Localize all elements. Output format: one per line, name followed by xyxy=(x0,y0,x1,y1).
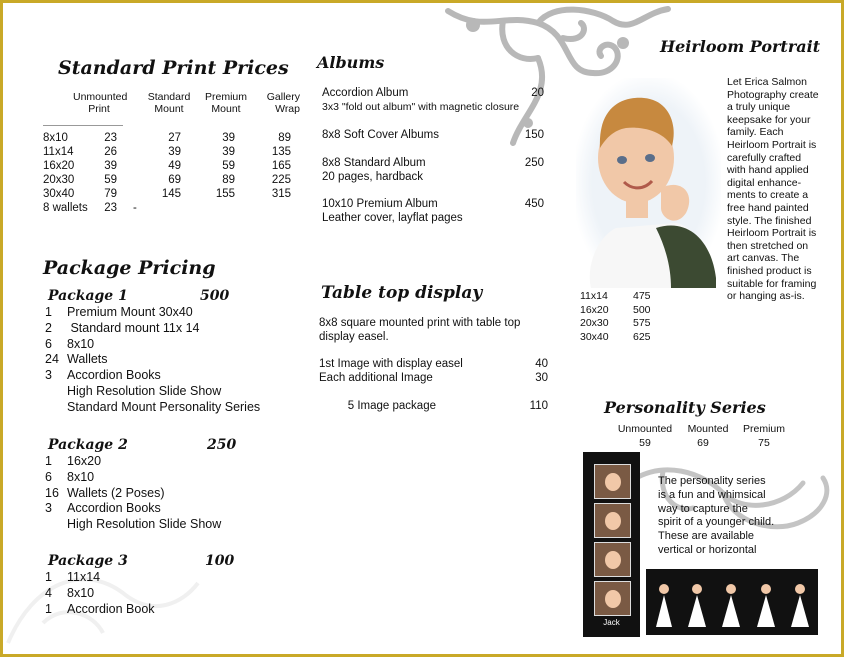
list-item: 24 Wallets xyxy=(45,352,108,367)
table-row: 8 wallets 23 - xyxy=(43,202,137,214)
list-item: 11x14 475 xyxy=(580,290,651,302)
list-item: 16x20 500 xyxy=(580,303,651,316)
heirloom-title: Heirloom Portrait xyxy=(660,37,821,56)
list-item: 16 Wallets (2 Poses) xyxy=(45,485,165,500)
personality-description: The personality series is a fun and whimsical way to capture the spirit of a younger child. These are available vertical or horizontal xyxy=(658,475,775,556)
list-item: 2 Standard mount 11x 14 xyxy=(45,320,200,335)
col-header-gallery: Gallery Wrap xyxy=(266,91,300,115)
list-item: 5 Image package 110 xyxy=(338,400,548,412)
list-item: Standard Mount Personality Series xyxy=(67,399,261,414)
table-row: 11x14 26 39 39 135 xyxy=(43,146,291,158)
list-item: 4 8x10 xyxy=(45,585,95,600)
tabletop-list xyxy=(319,357,548,412)
list-item: 8x8 Soft Cover Albums 150 xyxy=(322,129,544,141)
heirloom-price-list xyxy=(580,290,660,344)
albums-list xyxy=(322,86,544,227)
list-item: 3 Accordion Books xyxy=(45,501,161,516)
personality-header-premium: Premium xyxy=(742,423,785,435)
col-header-premium: Premium Mount xyxy=(204,91,247,115)
col-header-standard: Standard Mount xyxy=(147,91,191,115)
package-1 xyxy=(45,288,305,416)
table-row: 8x10 23 27 39 89 xyxy=(43,132,291,144)
package-price: 500 xyxy=(200,288,230,304)
photo-strip-frame xyxy=(594,542,631,577)
package-items xyxy=(45,454,305,533)
price-sheet-page xyxy=(3,3,841,654)
list-item: High Resolution Slide Show xyxy=(67,383,222,398)
package-pricing-title: Package Pricing xyxy=(43,257,216,279)
col-header-unmounted: Unmounted Print xyxy=(73,91,128,115)
list-item: 30x40 625 xyxy=(580,330,651,343)
dancing-girl-figures xyxy=(646,569,818,635)
horizontal-photo-strip xyxy=(646,569,818,635)
photo-strip-frame xyxy=(594,503,631,538)
table-row: 16x20 39 49 59 165 xyxy=(43,160,291,172)
package-price: 250 xyxy=(207,437,237,453)
list-item: Each additional Image 30 xyxy=(319,372,548,384)
personality-header-unmounted: Unmounted xyxy=(617,423,673,435)
list-item: 1st Image with display easel 40 xyxy=(319,358,548,370)
package-items xyxy=(45,305,305,416)
package-3 xyxy=(45,553,305,617)
photo-strip-frame xyxy=(594,464,631,499)
list-item: 20x30 575 xyxy=(580,317,651,329)
list-item: Accordion Album 3x3 "fold out album" with magnetic closure 20 xyxy=(322,87,544,113)
list-item: 1 16x20 xyxy=(45,454,102,468)
child-portrait-painting xyxy=(576,78,721,288)
list-item: 8x8 Standard Album 20 pages, hardback 250 xyxy=(322,157,544,183)
list-item: 1 11x14 xyxy=(45,570,101,584)
list-item: 6 8x10 xyxy=(45,336,95,351)
package-name: Package 2 xyxy=(48,437,128,453)
table-row: 30x40 79 145 155 315 xyxy=(43,188,291,200)
package-price: 100 xyxy=(205,553,235,569)
albums-title: Albums xyxy=(317,53,385,72)
heirloom-portrait-image xyxy=(576,78,721,288)
list-item: 6 8x10 xyxy=(45,469,95,484)
tabletop-title: Table top display xyxy=(321,283,483,303)
heirloom-description: Let Erica Salmon Photography create a truly unique keepsake for your family. Each Heirloom Portrait is carefully crafted with hand applied digital enhance- ments to create a free hand painted style. The finished Heirloom Portrait is then stretched on art canvas. The finished product is suitable for framing or hanging as-is. xyxy=(727,76,819,303)
list-item: High Resolution Slide Show xyxy=(67,517,222,532)
personality-price-premium: 75 xyxy=(758,437,770,449)
package-name: Package 1 xyxy=(48,288,128,304)
photo-strip-frame xyxy=(594,581,631,616)
list-item: 1 Accordion Book xyxy=(45,601,155,616)
list-item: 10x10 Premium Album Leather cover, layflat pages 450 xyxy=(322,198,544,224)
personality-price-unmounted: 59 xyxy=(639,437,651,449)
personality-title: Personality Series xyxy=(604,398,766,417)
package-items xyxy=(45,570,305,617)
table-row: 20x30 59 69 89 225 xyxy=(43,174,291,186)
personality-header-mounted: Mounted xyxy=(687,423,729,435)
photo-strip xyxy=(583,452,640,637)
standard-price-table xyxy=(43,131,293,215)
table-divider xyxy=(43,125,123,126)
list-item: 1 Premium Mount 30x40 xyxy=(45,305,193,319)
standard-prices-title: Standard Print Prices xyxy=(58,57,289,79)
tabletop-desc: 8x8 square mounted print with table top display easel. xyxy=(319,317,521,343)
photo-strip-label: Jack xyxy=(603,618,620,627)
list-item: 3 Accordion Books xyxy=(45,368,161,383)
package-2 xyxy=(45,437,305,533)
package-name: Package 3 xyxy=(48,553,128,569)
personality-price-mounted: 69 xyxy=(697,437,709,449)
